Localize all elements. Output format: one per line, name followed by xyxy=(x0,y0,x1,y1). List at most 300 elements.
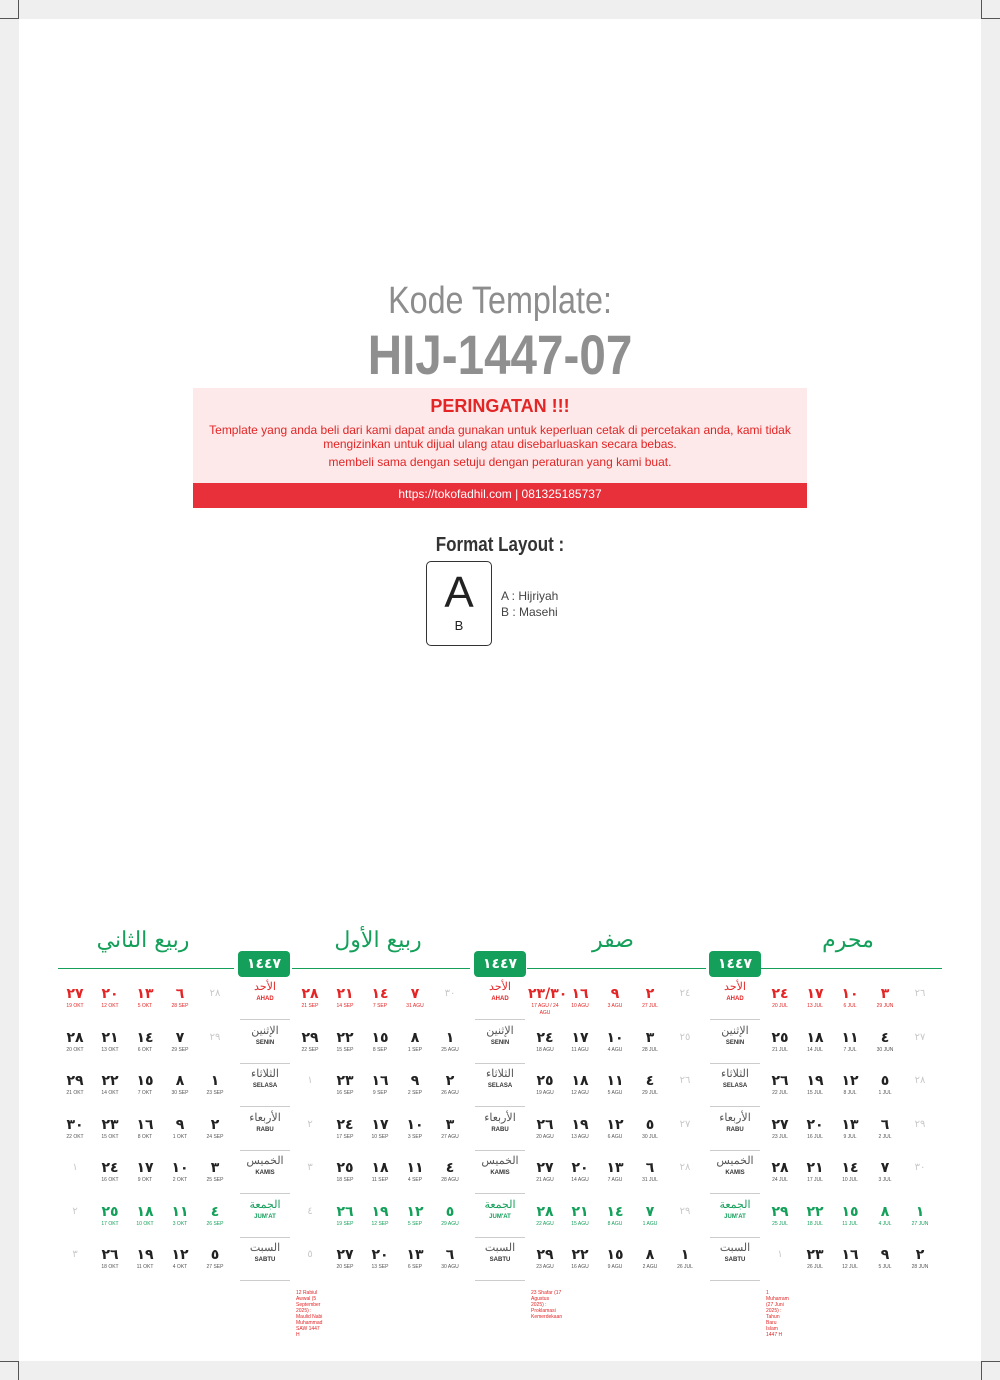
date-cell xyxy=(163,1072,197,1097)
hijri-date: ٢٦ xyxy=(679,1075,691,1086)
day-name xyxy=(475,1066,525,1090)
gregorian-date: 10 AGU xyxy=(571,1003,589,1009)
hijri-date: ٢٨ xyxy=(209,988,221,999)
gregorian-date: 15 OKT xyxy=(101,1133,119,1140)
hijri-date: ٢٦ xyxy=(101,1247,119,1263)
day-name-arabic: الأربعاء xyxy=(719,1110,751,1124)
contact-bar: https://tokofadhil.com | 081325185737 xyxy=(193,483,807,508)
hijri-date: ٢٣ xyxy=(336,1073,354,1089)
day-name xyxy=(475,1153,525,1177)
date-cell xyxy=(198,1246,232,1271)
hijri-date: ٤ xyxy=(880,1029,890,1046)
date-cell xyxy=(328,1116,362,1141)
month-footnote: 23 Shafar (17 Agustus 2025) : Proklamasi Kemerdekaan xyxy=(531,1290,563,1320)
date-cell xyxy=(293,1072,327,1090)
date-cell xyxy=(198,1159,232,1184)
gregorian-date: 17 JUL xyxy=(807,1177,823,1183)
hijri-date: ٢٩ xyxy=(209,1031,221,1043)
gregorian-date: 26 AGU xyxy=(441,1090,459,1096)
gregorian-date: 22 SEP xyxy=(301,1046,319,1053)
gregorian-date: 17 AGU / 24 AGU xyxy=(531,1003,559,1016)
hijri-date: ١١ xyxy=(406,1160,424,1176)
day-divider xyxy=(710,1193,760,1194)
date-cell xyxy=(833,985,867,1010)
warning-box xyxy=(193,388,807,484)
gregorian-date: 10 SEP xyxy=(371,1133,389,1140)
date-cell xyxy=(58,1072,92,1097)
day-name xyxy=(475,1023,525,1047)
date-cell xyxy=(363,985,397,1010)
hijri-date: ١٦ xyxy=(841,1247,859,1263)
date-cell xyxy=(868,1029,902,1054)
date-cell xyxy=(433,1246,467,1271)
hijri-date: ٨ xyxy=(880,1203,890,1220)
date-cell xyxy=(633,1159,667,1184)
gregorian-date: 22 OKT xyxy=(66,1133,84,1140)
date-cell xyxy=(293,1116,327,1134)
gregorian-date: 31 JUL xyxy=(642,1177,658,1183)
day-name-latin: SABTU xyxy=(489,1257,511,1263)
date-cell xyxy=(433,985,467,1003)
gregorian-date: 29 SEP xyxy=(171,1046,189,1053)
date-cell xyxy=(58,1116,92,1141)
date-cell xyxy=(93,1029,127,1054)
date-cell xyxy=(128,1159,162,1184)
gregorian-date: 16 JUL xyxy=(807,1133,823,1140)
date-cell xyxy=(833,1072,867,1097)
hijri-date: ٢٨ xyxy=(679,1162,691,1173)
hijri-date: ٢٧ xyxy=(66,986,84,1002)
hijri-date: ١٥ xyxy=(606,1247,624,1263)
hijri-date: ١٣ xyxy=(606,1160,624,1176)
hijri-date: ٣ xyxy=(445,1116,455,1133)
gregorian-date: 13 JUL xyxy=(807,1003,823,1009)
date-cell xyxy=(398,1029,432,1054)
gregorian-date: 13 AGU xyxy=(571,1133,589,1140)
date-cell xyxy=(763,1203,797,1228)
gregorian-date: 4 JUL xyxy=(878,1220,892,1227)
hijri-date: ٢ xyxy=(915,1247,925,1263)
date-cell xyxy=(763,985,797,1010)
date-cell xyxy=(763,1159,797,1184)
day-name-arabic: الأربعاء xyxy=(484,1110,516,1124)
hijri-date: ٢١ xyxy=(806,1160,824,1176)
month-name: ربيع الثاني xyxy=(96,928,190,953)
date-cell xyxy=(198,1116,232,1141)
hijri-date: ٢٤ xyxy=(336,1116,354,1133)
hijri-date: ٢٢ xyxy=(571,1247,589,1263)
gregorian-date: 15 SEP xyxy=(336,1046,354,1053)
day-name-latin: SELASA xyxy=(487,1083,513,1089)
date-cell xyxy=(363,1246,397,1271)
date-cell xyxy=(833,1203,867,1228)
hijri-date: ٢٥ xyxy=(336,1160,354,1176)
day-name-arabic: الخميس xyxy=(481,1154,519,1167)
date-cell xyxy=(93,1246,127,1271)
date-cell xyxy=(633,1203,667,1228)
gregorian-date: 13 OKT xyxy=(101,1046,119,1053)
hijri-date: ٧ xyxy=(175,1029,185,1046)
day-name-arabic: الأحد xyxy=(254,980,276,993)
crop-mark xyxy=(981,1361,1000,1362)
date-cell xyxy=(528,1072,562,1097)
day-divider xyxy=(475,1019,525,1020)
date-cell xyxy=(128,1246,162,1271)
date-cell xyxy=(598,1029,632,1054)
gregorian-date: 30 JUN xyxy=(876,1046,894,1053)
day-name-latin: SABTU xyxy=(254,1257,276,1263)
hijri-date: ٥ xyxy=(307,1249,313,1260)
day-name-arabic: الثلاثاء xyxy=(721,1067,749,1080)
date-cell xyxy=(798,1029,832,1054)
date-cell xyxy=(128,1203,162,1228)
gregorian-date: 29 JUN xyxy=(876,1003,894,1009)
gregorian-date: 8 AGU xyxy=(607,1220,623,1227)
date-cell xyxy=(163,1203,197,1228)
date-cell xyxy=(128,1116,162,1141)
hijri-date: ١٨ xyxy=(136,1203,154,1220)
gregorian-date: 4 OKT xyxy=(172,1264,188,1270)
day-name-arabic: الخميس xyxy=(716,1154,754,1167)
date-cell xyxy=(198,1203,232,1228)
date-cell xyxy=(363,1159,397,1184)
gregorian-date: 13 SEP xyxy=(371,1264,389,1270)
day-name xyxy=(240,979,290,1003)
date-cell xyxy=(328,1029,362,1054)
month-rule xyxy=(292,968,470,969)
hijri-date: ٢٥ xyxy=(101,1203,119,1220)
day-name-arabic: الأحد xyxy=(724,980,746,993)
gregorian-date: 4 AGU xyxy=(607,1046,623,1053)
month-name: ربيع الأول xyxy=(334,928,422,953)
gregorian-date: 7 OKT xyxy=(137,1090,153,1096)
gregorian-date: 11 OKT xyxy=(136,1264,154,1270)
legend-hijriyah: A : Hijriyah xyxy=(501,589,559,603)
format-title: Format Layout : xyxy=(435,534,565,556)
date-cell xyxy=(563,1072,597,1097)
date-cell xyxy=(398,985,432,1010)
gregorian-date: 3 OKT xyxy=(172,1220,188,1227)
date-cell xyxy=(903,1246,937,1271)
hijri-date: ٧ xyxy=(645,1203,655,1220)
hijri-date: ٤ xyxy=(210,1203,220,1220)
day-name-latin: AHAD xyxy=(726,996,744,1002)
day-divider xyxy=(240,1193,290,1194)
gregorian-date: 28 JUN xyxy=(911,1264,929,1270)
day-divider xyxy=(475,1150,525,1151)
gregorian-date: 17 OKT xyxy=(101,1220,119,1227)
gregorian-date: 14 AGU xyxy=(571,1177,589,1183)
gregorian-date: 20 AGU xyxy=(536,1133,554,1140)
hijri-date: ٣ xyxy=(72,1249,78,1260)
date-cell xyxy=(798,1246,832,1271)
gregorian-date: 27 JUN xyxy=(911,1220,929,1227)
date-cell xyxy=(528,1246,562,1271)
day-divider xyxy=(710,1106,760,1107)
month-rule xyxy=(58,968,234,969)
hijri-date: ٢٣ xyxy=(806,1247,824,1263)
hijri-date: ٢٦ xyxy=(336,1203,354,1220)
hijri-date: ٢٨ xyxy=(66,1029,84,1046)
hijri-date: ٤ xyxy=(445,1160,455,1176)
hijri-date: ٧ xyxy=(410,986,420,1002)
gregorian-date: 2 SEP xyxy=(407,1090,423,1096)
hijri-date: ١ xyxy=(72,1162,78,1173)
gregorian-date: 20 OKT xyxy=(66,1046,84,1053)
date-cell xyxy=(798,985,832,1010)
day-name-latin: SENIN xyxy=(255,1039,275,1046)
day-divider xyxy=(240,1150,290,1151)
date-cell xyxy=(163,1159,197,1184)
hijri-date: ٢٤ xyxy=(771,986,789,1002)
date-cell xyxy=(58,1159,92,1177)
date-cell xyxy=(293,1159,327,1177)
day-name xyxy=(475,1110,525,1134)
day-divider xyxy=(710,1237,760,1238)
date-cell xyxy=(433,1029,467,1054)
crop-mark xyxy=(18,0,19,19)
date-cell xyxy=(903,1159,937,1177)
date-cell xyxy=(198,1029,232,1047)
hijri-date: ٢٧ xyxy=(914,1031,926,1043)
gregorian-date: 21 OKT xyxy=(66,1090,84,1096)
gregorian-date: 16 SEP xyxy=(336,1090,354,1096)
hijri-date: ٢٣ xyxy=(101,1116,119,1133)
date-cell xyxy=(563,1029,597,1054)
hijri-date: ١٤ xyxy=(371,986,389,1002)
gregorian-date: 27 SEP xyxy=(206,1264,224,1270)
hijri-date: ٣ xyxy=(645,1029,655,1046)
date-cell xyxy=(668,1116,702,1134)
date-cell xyxy=(798,1159,832,1184)
date-cell xyxy=(598,985,632,1010)
gregorian-date: 5 OKT xyxy=(137,1003,153,1009)
date-cell xyxy=(128,985,162,1010)
gregorian-date: 17 SEP xyxy=(336,1133,354,1140)
day-name-arabic: السبت xyxy=(719,1241,751,1254)
gregorian-date: 5 AGU xyxy=(607,1090,623,1096)
gregorian-date: 18 OKT xyxy=(101,1264,119,1270)
day-divider xyxy=(475,1237,525,1238)
hijri-date: ٥ xyxy=(445,1203,455,1220)
month-name: محرم xyxy=(822,928,874,953)
hijri-date: ٢٠ xyxy=(806,1116,824,1133)
warning-title: PERINGATAN !!! xyxy=(430,396,570,416)
day-name-latin: KAMIS xyxy=(255,1170,275,1176)
date-cell xyxy=(328,1159,362,1184)
date-cell xyxy=(433,1072,467,1097)
day-name xyxy=(240,1153,290,1177)
date-cell xyxy=(763,1072,797,1097)
date-cell xyxy=(563,1116,597,1141)
hijri-date: ٢٧ xyxy=(536,1160,554,1176)
hijri-date: ٢٨ xyxy=(914,1075,926,1086)
gregorian-date: 19 OKT xyxy=(66,1003,84,1009)
hijri-date: ٢٥ xyxy=(771,1029,789,1046)
day-divider xyxy=(240,1063,290,1064)
gregorian-date: 19 AGU xyxy=(536,1090,554,1096)
gregorian-date: 18 SEP xyxy=(336,1177,354,1183)
gregorian-date: 30 AGU xyxy=(441,1264,459,1270)
gregorian-date: 2 JUL xyxy=(878,1133,892,1140)
hijri-date: ٣ xyxy=(307,1162,313,1173)
date-cell xyxy=(668,1072,702,1090)
hijri-date: ٢٠ xyxy=(571,1160,589,1176)
gregorian-date: 11 SEP xyxy=(371,1177,389,1183)
date-cell xyxy=(833,1116,867,1141)
day-name xyxy=(240,1066,290,1090)
hijri-date: ٢٧ xyxy=(679,1118,691,1130)
gregorian-date: 1 SEP xyxy=(407,1046,423,1053)
date-cell xyxy=(163,1246,197,1271)
day-name-arabic: السبت xyxy=(484,1241,516,1254)
day-divider xyxy=(710,1019,760,1020)
hijri-date: ٢٢ xyxy=(101,1073,119,1089)
date-cell xyxy=(433,1116,467,1141)
gregorian-date: 3 SEP xyxy=(407,1133,423,1140)
hijri-date: ٢١ xyxy=(571,1203,589,1220)
date-cell xyxy=(528,985,568,1017)
hijri-date: ١٣ xyxy=(136,986,154,1002)
day-name-latin: SENIN xyxy=(490,1039,510,1046)
date-cell xyxy=(58,1029,92,1054)
gregorian-date: 31 AGU xyxy=(406,1003,424,1009)
date-cell xyxy=(598,1159,632,1184)
gregorian-date: 15 AGU xyxy=(571,1220,589,1227)
month-footnote: 1 Muharram (27 Juni 2025) : Tahun Baru Islam 1447 H xyxy=(766,1290,789,1338)
date-cell xyxy=(163,1029,197,1054)
year-tag: ١٤٤٧ xyxy=(474,951,526,977)
hijri-date: ٢٤ xyxy=(536,1029,554,1046)
date-cell xyxy=(633,1072,667,1097)
gregorian-date: 7 SEP xyxy=(372,1003,388,1009)
date-cell xyxy=(433,1203,467,1228)
warning-text: Template yang anda beli dari kami dapat anda gunakan untuk keperluan cetak di percetakan anda, kami tidak mengizinkan untuk dijual ulang atau disebarluaskan secara bebas. xyxy=(209,423,791,451)
date-cell xyxy=(198,985,232,1003)
gregorian-date: 30 SEP xyxy=(171,1090,189,1096)
date-cell xyxy=(598,1246,632,1271)
hijri-date: ١ xyxy=(445,1029,455,1046)
gregorian-date: 2 AGU xyxy=(642,1264,658,1270)
day-divider xyxy=(710,1063,760,1064)
month-rule xyxy=(761,968,942,969)
gregorian-date: 28 JUL xyxy=(642,1046,658,1053)
hijri-date: ٢ xyxy=(307,1118,313,1130)
date-cell xyxy=(563,1159,597,1184)
gregorian-date: 7 AGU xyxy=(607,1177,623,1183)
gregorian-date: 30 JUL xyxy=(642,1133,658,1140)
date-cell xyxy=(668,1203,702,1221)
date-cell xyxy=(163,985,197,1010)
hijri-date: ٢ xyxy=(72,1205,78,1217)
day-name-arabic: الأحد xyxy=(489,980,511,993)
day-name-arabic: الإثنين xyxy=(721,1023,749,1037)
date-cell xyxy=(903,1116,937,1134)
hijri-date: ٨ xyxy=(410,1029,420,1046)
gregorian-date: 8 JUL xyxy=(843,1090,857,1096)
hijri-date: ٦ xyxy=(645,1160,655,1176)
hijri-date: ٢٩ xyxy=(66,1073,84,1089)
day-name xyxy=(240,1240,290,1264)
date-cell xyxy=(58,1203,92,1221)
date-cell xyxy=(903,1203,937,1228)
hijri-date: ٨ xyxy=(645,1247,655,1263)
hijri-date: ١ xyxy=(307,1075,313,1086)
gregorian-date: 6 SEP xyxy=(407,1264,423,1270)
hijri-date: ٥ xyxy=(880,1073,890,1089)
day-name xyxy=(710,979,760,1003)
date-cell xyxy=(93,1159,127,1184)
hijri-date: ١٩ xyxy=(136,1247,154,1263)
hijri-date: ١٠ xyxy=(841,986,859,1002)
date-cell xyxy=(293,985,327,1010)
hijri-date: ٢٤ xyxy=(101,1160,119,1176)
gregorian-date: 9 JUL xyxy=(843,1133,857,1140)
day-name-arabic: الثلاثاء xyxy=(486,1067,514,1080)
hijri-date: ٢٩ xyxy=(301,1029,319,1046)
hijri-date: ٦ xyxy=(880,1116,890,1133)
hijri-date: ٢٩ xyxy=(914,1118,926,1130)
day-name-latin: JUM'AT xyxy=(254,1213,276,1220)
hijri-date: ٧ xyxy=(880,1160,890,1176)
gregorian-date: 1 AGU xyxy=(642,1220,658,1227)
hijri-date: ٨ xyxy=(175,1073,185,1089)
gregorian-date: 3 AGU xyxy=(607,1003,623,1009)
day-name xyxy=(240,1110,290,1134)
day-name-latin: RABU xyxy=(491,1126,509,1133)
hijri-date: ١١ xyxy=(606,1073,624,1089)
hijri-date: ٩ xyxy=(610,986,620,1002)
hijri-date: ١٦ xyxy=(371,1073,389,1089)
gregorian-date: 6 OKT xyxy=(137,1046,153,1053)
date-cell xyxy=(798,1116,832,1141)
year-tag: ١٤٤٧ xyxy=(238,951,290,977)
month-footnote: 12 Rabiul Awwal (5 September 2025) : Maulid Nabi Muhammad SAW 1447 H xyxy=(296,1290,323,1338)
date-cell xyxy=(398,1159,432,1184)
hijri-date: ١٣ xyxy=(406,1247,424,1263)
hijri-date: ١٧ xyxy=(571,1029,589,1046)
kode-value: HIJ-1447-07 xyxy=(367,323,633,386)
date-cell xyxy=(398,1116,432,1141)
date-cell xyxy=(328,1246,362,1271)
hijri-date: ٢٨ xyxy=(771,1160,789,1176)
date-cell xyxy=(633,1246,667,1271)
date-cell xyxy=(328,1203,362,1228)
gregorian-date: 15 JUL xyxy=(807,1090,823,1096)
gregorian-date: 23 AGU xyxy=(536,1264,554,1270)
date-cell xyxy=(328,985,362,1010)
crop-mark xyxy=(981,1361,982,1380)
hijri-date: ١٧ xyxy=(136,1160,154,1176)
date-cell xyxy=(868,1159,902,1184)
date-cell xyxy=(293,1246,327,1264)
day-name-arabic: الجمعة xyxy=(484,1197,516,1211)
date-cell xyxy=(93,1116,127,1141)
hijri-date: ٢٧ xyxy=(771,1116,789,1133)
hijri-date: ١٥ xyxy=(371,1029,389,1046)
hijri-date: ٢٩ xyxy=(679,1205,691,1217)
gregorian-date: 26 JUL xyxy=(807,1264,823,1270)
gregorian-date: 11 AGU xyxy=(571,1046,589,1053)
format-box xyxy=(426,561,492,646)
gregorian-date: 21 JUL xyxy=(772,1046,788,1053)
hijri-date: ١٠ xyxy=(606,1029,624,1046)
day-divider xyxy=(475,1063,525,1064)
hijri-date: ٢٨ xyxy=(536,1203,554,1220)
date-cell xyxy=(668,1159,702,1177)
gregorian-date: 24 SEP xyxy=(206,1133,224,1140)
day-name xyxy=(240,1197,290,1221)
